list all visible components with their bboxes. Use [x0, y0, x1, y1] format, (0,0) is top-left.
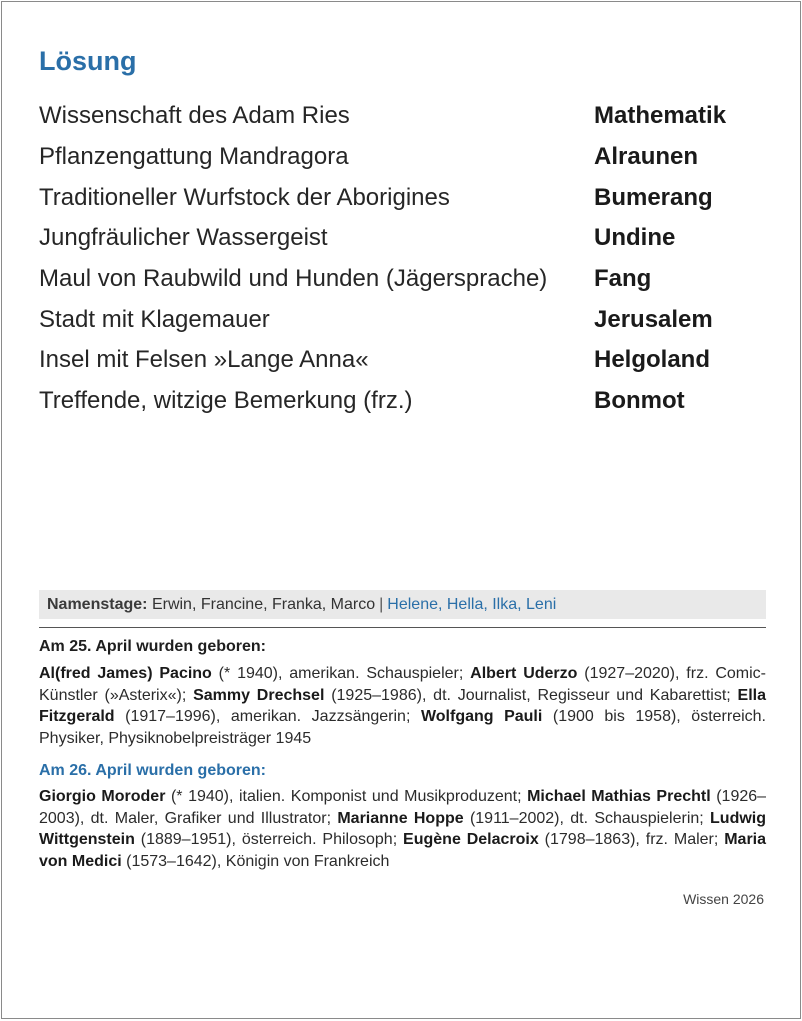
person-name: Eugène Delacroix: [403, 831, 539, 848]
clue: Wissenschaft des Adam Ries: [39, 102, 350, 130]
person-detail: (1926–2003), dt. Maler, Grafiker und Illustrator;: [39, 788, 767, 827]
answer: Helgoland: [594, 346, 711, 374]
namenstage-band: [39, 590, 766, 619]
birthdays-25-heading: Am 25. April wurden geboren:: [39, 638, 266, 655]
birthdays-25-text: [39, 663, 766, 749]
solution-row: [39, 218, 759, 259]
person-detail: (1798–1863), frz. Maler;: [538, 831, 725, 848]
birthdays-26-heading: Am 26. April wurden geboren:: [39, 762, 266, 779]
person-detail: (1917–1996), amerikan. Jazzsängerin;: [114, 708, 421, 725]
namenstage-label: Namenstage:: [47, 595, 148, 613]
namenstage-list-1: Erwin, Francine, Franka, Marco: [151, 595, 376, 613]
clue: Maul von Raubwild und Hunden (Jägersprache): [39, 265, 548, 293]
person-detail: (* 1940), italien. Komponist und Musikproduzent;: [165, 788, 528, 805]
person-detail: (1573–1642), Königin von Frankreich: [121, 852, 390, 870]
answer: Jerusalem: [594, 305, 713, 333]
solution-list: [39, 96, 759, 422]
solution-row: [39, 340, 759, 381]
person-name: Giorgio Moroder: [39, 788, 166, 805]
footer-source: Wissen 2026: [683, 891, 764, 907]
person-name: Sammy Drechsel: [193, 686, 325, 704]
person-detail: (1900 bis 1958), österreich. Physiker, Physiknobelpreisträger 1945: [39, 708, 766, 747]
clue: Treffende, witzige Bemerkung (frz.): [39, 387, 413, 415]
person-name: Wolfgang Pauli: [420, 708, 543, 725]
solution-row: [39, 259, 759, 300]
person-detail: (* 1940), amerikan. Schauspieler;: [211, 665, 471, 682]
divider: [39, 627, 766, 628]
answer: Mathematik: [594, 102, 727, 130]
namenstage-list-2: Helene, Hella, Ilka, Leni: [387, 595, 557, 613]
clue: Traditioneller Wurfstock der Aborigines: [39, 183, 450, 211]
answer: Undine: [594, 224, 676, 252]
person-name: Ludwig Wittgenstein: [39, 809, 767, 848]
person-detail: (1889–1951), österreich. Philosoph;: [134, 831, 404, 848]
solution-row: [39, 137, 759, 178]
person-name: Ella Fitzgerald: [39, 686, 766, 725]
clue: Jungfräulicher Wassergeist: [39, 224, 328, 252]
solution-row: [39, 177, 759, 218]
person-name: Marianne Hoppe: [337, 809, 464, 827]
clue: Stadt mit Klagemauer: [39, 305, 270, 333]
clue: Insel mit Felsen »Lange Anna«: [39, 346, 369, 374]
solution-row: [39, 381, 759, 422]
answer: Alraunen: [594, 143, 699, 171]
page-title: Lösung: [39, 46, 137, 76]
person-detail: (1925–1986), dt. Journalist, Regisseur und Kabarettist;: [324, 686, 738, 704]
person-name: Al(fred James) Pacino: [39, 665, 212, 682]
person-name: Maria von Medici: [39, 831, 767, 870]
clue: Pflanzengattung Mandragora: [39, 143, 349, 171]
person-name: Albert Uderzo: [470, 665, 578, 682]
answer: Bumerang: [594, 183, 713, 211]
namenstage-separator: |: [379, 595, 384, 613]
solution-row: [39, 299, 759, 340]
person-detail: (1927–2020), frz. Comic-Künstler (»Asterix«);: [39, 665, 767, 704]
answer: Bonmot: [594, 387, 685, 415]
person-detail: (1911–2002), dt. Schauspielerin;: [463, 809, 711, 827]
solution-row: [39, 96, 759, 137]
birthdays-26-text: [39, 786, 766, 872]
answer: Fang: [594, 265, 652, 293]
calendar-page: [1, 1, 801, 1019]
person-name: Michael Mathias Prechtl: [527, 788, 711, 805]
